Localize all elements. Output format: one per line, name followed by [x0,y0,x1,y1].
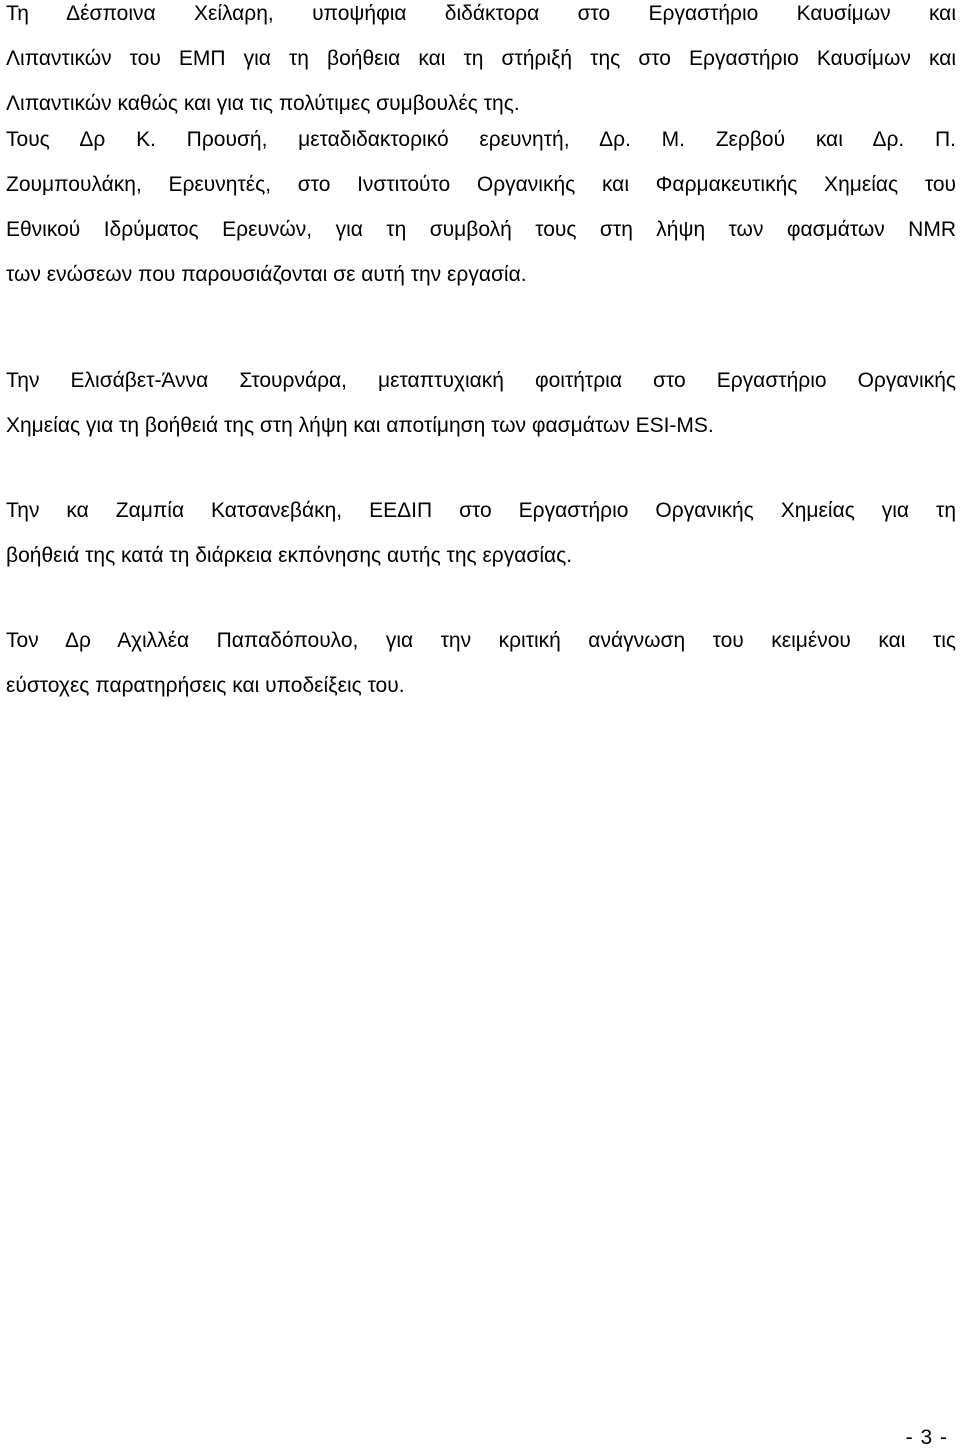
paragraph-line: Εθνικού Ιδρύματος Ερευνών, για τη συμβολή τους στη λήψη των φασμάτων NMR [6,218,956,241]
paragraph-line: Χημείας για τη βοήθειά της στη λήψη και αποτίμηση των φασμάτων ESI-MS. [6,414,714,437]
paragraph-line: των ενώσεων που παρουσιάζονται σε αυτή την εργασία. [6,263,527,286]
paragraph-line: Τον Δρ Αχιλλέα Παπαδόπουλο, για την κριτική ανάγνωση του κειμένου και τις [6,629,956,652]
acknowledgement-paragraph [6,618,956,708]
paragraph-line: εύστοχες παρατηρήσεις και υποδείξεις του. [6,674,405,697]
paragraph-line: Τους Δρ Κ. Προυσή, μεταδιδακτορικό ερευνητή, Δρ. Μ. Ζερβού και Δρ. Π. [6,128,956,151]
paragraph-line: Λιπαντικών του ΕΜΠ για τη βοήθεια και τη στήριξή της στο Εργαστήριο Καυσίμων και [6,47,956,70]
acknowledgement-paragraph [6,488,956,578]
acknowledgement-paragraph [6,0,956,126]
paragraph-line: Την Ελισάβετ-Άννα Στουρνάρα, μεταπτυχιακή φοιτήτρια στο Εργαστήριο Οργανικής [6,369,956,392]
acknowledgement-paragraph [6,117,956,297]
acknowledgement-paragraph [6,358,956,448]
paragraph-line: Ζουμπουλάκη, Ερευνητές, στο Ινστιτούτο Οργανικής και Φαρμακευτικής Χημείας του [6,173,956,196]
paragraph-line: Την κα Ζαμπία Κατσανεβάκη, ΕΕΔΙΠ στο Εργαστήριο Οργανικής Χημείας για τη [6,499,956,522]
page-number: - 3 - [905,1426,948,1449]
paragraph-line: βοήθειά της κατά τη διάρκεια εκπόνησης αυτής της εργασίας. [6,544,573,567]
paragraph-line: Τη Δέσποινα Χείλαρη, υποψήφια διδάκτορα στο Εργαστήριο Καυσίμων και [6,2,956,25]
paragraph-line: Λιπαντικών καθώς και για τις πολύτιμες συμβουλές της. [6,92,520,115]
